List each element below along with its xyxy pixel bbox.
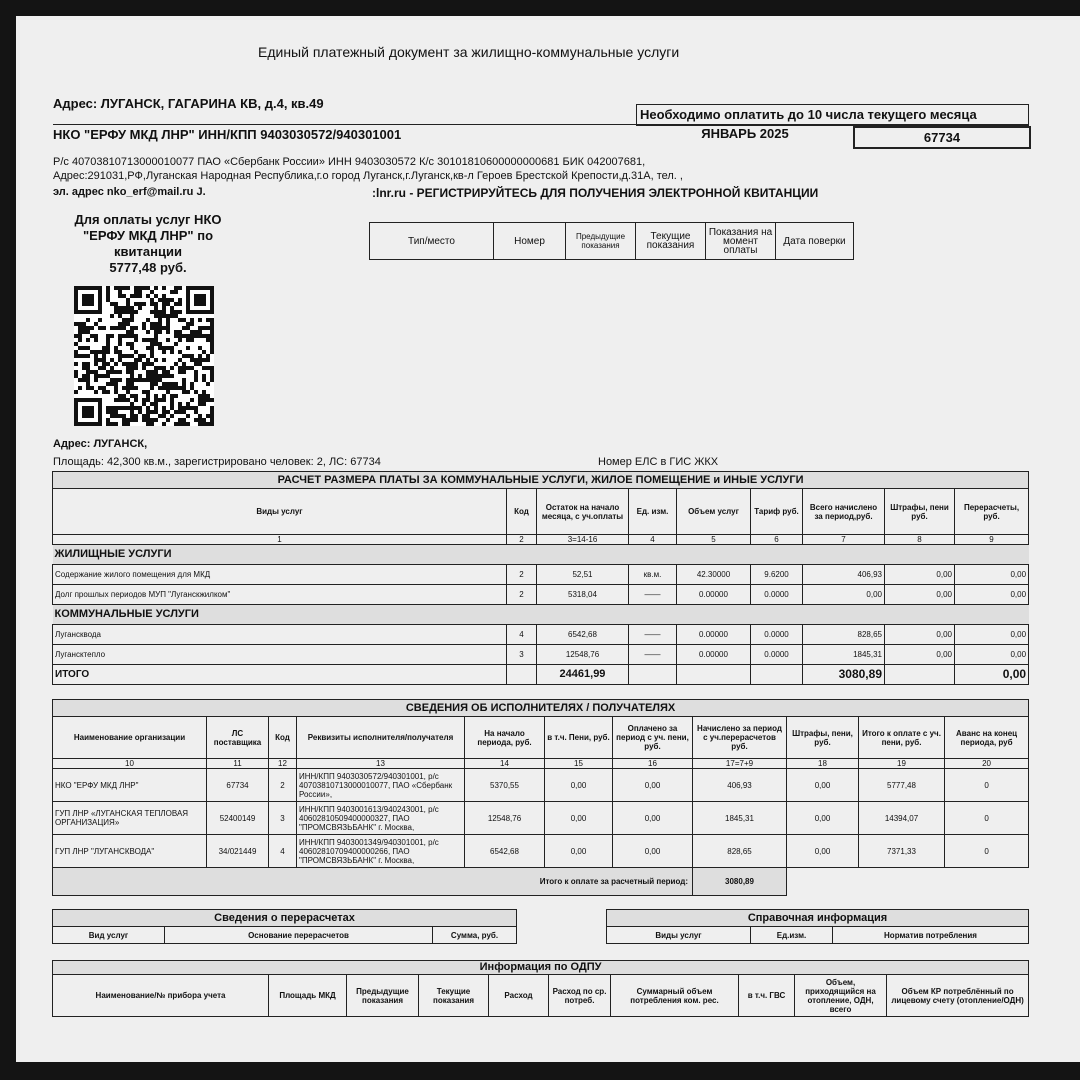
reference-header-cell: Виды услуг — [607, 927, 751, 944]
exec-advance: 0 — [945, 769, 1029, 802]
els-line: Номер ЕЛС в ГИС ЖКХ — [598, 456, 719, 468]
exec-accrued: 828,65 — [693, 835, 787, 868]
total-accrued: 3080,89 — [803, 665, 885, 685]
service-unit: —— — [629, 645, 677, 665]
exec-penalty: 0,00 — [545, 802, 613, 835]
odpu-header-cell: Объем КР потреблённый по лицевому счету (отопление/ОДН) — [887, 975, 1029, 1017]
calc-title: РАСЧЕТ РАЗМЕРА ПЛАТЫ ЗА КОММУНАЛЬНЫЕ УСЛУГИ, ЖИЛОЕ ПОМЕЩЕНИЕ и ИНЫЕ УСЛУГИ — [53, 472, 1029, 489]
register-line: :lnr.ru - РЕГИСТРИРУЙТЕСЬ ДЛЯ ПОЛУЧЕНИЯ ЭЛЕКТРОННОЙ КВИТАНЦИИ — [372, 186, 819, 200]
exec-index-cell: 15 — [545, 759, 613, 769]
exec-header-cell: Аванс на конец периода, руб — [945, 717, 1029, 759]
address-short: Адрес: ЛУГАНСК, — [53, 438, 148, 450]
service-accrued: 406,93 — [803, 565, 885, 585]
service-penalty: 0,00 — [885, 645, 955, 665]
service-unit: —— — [629, 625, 677, 645]
service-unit: —— — [629, 585, 677, 605]
exec-header-cell: Оплачено за период с уч. пени, руб. — [613, 717, 693, 759]
total-recalc: 0,00 — [955, 665, 1029, 685]
reference-table — [606, 909, 1029, 944]
pay-block-line: Для оплаты услуг НКО — [74, 212, 222, 227]
exec-account: 52400149 — [207, 802, 269, 835]
exec-header-cell: в т.ч. Пени, руб. — [545, 717, 613, 759]
table-row — [53, 625, 1029, 645]
service-volume: 0.00000 — [677, 625, 751, 645]
service-name: Содержание жилого помещения для МКД — [53, 565, 507, 585]
calc-header-cell: Перерасчеты, руб. — [955, 489, 1029, 535]
table-row — [53, 585, 1029, 605]
exec-fines: 0,00 — [787, 835, 859, 868]
recalc-header-cell: Сумма, руб. — [433, 927, 517, 944]
reference-header-cell: Ед.изм. — [751, 927, 833, 944]
calc-index-cell: 1 — [53, 535, 507, 545]
service-penalty: 0,00 — [885, 585, 955, 605]
exec-total-value: 3080,89 — [693, 868, 787, 896]
service-volume: 0.00000 — [677, 585, 751, 605]
exec-header-cell: Код — [269, 717, 297, 759]
total-balance: 24461,99 — [537, 665, 629, 685]
service-name: Долг прошлых периодов МУП "Луганскжилком" — [53, 585, 507, 605]
calc-index-cell: 9 — [955, 535, 1029, 545]
period-label: ЯНВАРЬ 2025 — [701, 126, 789, 141]
exec-to-pay: 7371,33 — [859, 835, 945, 868]
odpu-header-cell: Текущие показания — [419, 975, 489, 1017]
odpu-title: Информация по ОДПУ — [53, 961, 1029, 975]
service-volume: 0.00000 — [677, 645, 751, 665]
document-title: Единый платежный документ за жилищно-коммунальные услуги — [258, 44, 680, 60]
exec-index-cell: 16 — [613, 759, 693, 769]
exec-org: ГУП ЛНР "ЛУГАНСКВОДА" — [53, 835, 207, 868]
service-tariff: 0.0000 — [751, 585, 803, 605]
service-recalc: 0,00 — [955, 625, 1029, 645]
pay-block-line: "ЕРФУ МКД ЛНР" по — [82, 228, 214, 243]
exec-account: 34/021449 — [207, 835, 269, 868]
exec-advance: 0 — [945, 802, 1029, 835]
exec-to-pay: 14394,07 — [859, 802, 945, 835]
calc-index-cell: 2 — [507, 535, 537, 545]
exec-code: 2 — [269, 769, 297, 802]
calc-index-cell: 7 — [803, 535, 885, 545]
bank-details: Р/с 40703810713000010077 ПАО «Сбербанк России» ИНН 9403030572 К/с 30101810600000000681 БИК 042007681, — [53, 156, 646, 168]
exec-header-cell: Штрафы, пени, руб. — [787, 717, 859, 759]
exec-paid: 0,00 — [613, 769, 693, 802]
service-code: 2 — [507, 565, 537, 585]
recalc-table — [52, 909, 517, 944]
payment-document — [16, 16, 1080, 1062]
meters-header-cell: Показания на момент оплаты — [706, 223, 776, 260]
odpu-header-cell: Площадь МКД — [269, 975, 347, 1017]
exec-header-cell: ЛС поставщика — [207, 717, 269, 759]
area-line: Площадь: 42,300 кв.м., зарегистрировано человек: 2, ЛС: 67734 — [53, 456, 381, 468]
odpu-header-cell: Предыдущие показания — [347, 975, 419, 1017]
calc-header-cell: Объем услуг — [677, 489, 751, 535]
odpu-header-cell: Расход — [489, 975, 549, 1017]
calc-index-cell: 4 — [629, 535, 677, 545]
exec-header-cell: Наименование организации — [53, 717, 207, 759]
exec-total-label: Итого к оплате за расчетный период: — [53, 868, 693, 896]
odpu-header-cell: Объем, приходящийся на отопление, ОДН, всего — [795, 975, 887, 1017]
recalc-header-cell: Вид услуг — [53, 927, 165, 944]
address-line: Адрес: ЛУГАНСК, ГАГАРИНА КВ, д.4, кв.49 — [53, 96, 324, 111]
calc-header-cell: Виды услуг — [53, 489, 507, 535]
service-accrued: 828,65 — [803, 625, 885, 645]
exec-header-cell: На начало периода, руб. — [465, 717, 545, 759]
calc-total-row — [53, 665, 1029, 685]
service-tariff: 9.6200 — [751, 565, 803, 585]
table-row — [53, 769, 1029, 802]
account-box: 67734 — [853, 126, 1031, 149]
service-penalty: 0,00 — [885, 565, 955, 585]
service-balance: 12548,76 — [537, 645, 629, 665]
reference-title: Справочная информация — [607, 910, 1029, 927]
meters-header-cell: Текущие показания — [636, 223, 706, 260]
service-recalc: 0,00 — [955, 645, 1029, 665]
table-row — [53, 565, 1029, 585]
service-name: Лугансквода — [53, 625, 507, 645]
odpu-header-cell: Расход по ср. потреб. — [549, 975, 611, 1017]
meters-header-cell: Номер — [494, 223, 566, 260]
exec-requisites: ИНН/КПП 9403001613/940243001, р/с 40602810509400000327, ПАО "ПРОМСВЯЗЬБАНК" г. Москва, — [297, 802, 465, 835]
table-row — [53, 802, 1029, 835]
exec-accrued: 406,93 — [693, 769, 787, 802]
pay-block — [53, 212, 243, 276]
exec-header-cell: Реквизиты исполнителя/получателя — [297, 717, 465, 759]
exec-index-cell: 12 — [269, 759, 297, 769]
service-code: 4 — [507, 625, 537, 645]
exec-index-cell: 14 — [465, 759, 545, 769]
table-row — [53, 645, 1029, 665]
service-accrued: 0,00 — [803, 585, 885, 605]
service-name: Лугансктепло — [53, 645, 507, 665]
reference-header-cell: Норматив потребления — [833, 927, 1029, 944]
exec-paid: 0,00 — [613, 835, 693, 868]
calc-table — [52, 471, 1029, 685]
service-volume: 42.30000 — [677, 565, 751, 585]
exec-fines: 0,00 — [787, 769, 859, 802]
exec-code: 4 — [269, 835, 297, 868]
service-balance: 6542,68 — [537, 625, 629, 645]
exec-index-cell: 11 — [207, 759, 269, 769]
exec-code: 3 — [269, 802, 297, 835]
exec-fines: 0,00 — [787, 802, 859, 835]
recalc-header-cell: Основание перерасчетов — [165, 927, 433, 944]
odpu-header-cell: в т.ч. ГВС — [739, 975, 795, 1017]
exec-opening: 5370,55 — [465, 769, 545, 802]
exec-penalty: 0,00 — [545, 835, 613, 868]
executors-title: СВЕДЕНИЯ ОБ ИСПОЛНИТЕЛЯХ / ПОЛУЧАТЕЛЯХ — [53, 700, 1029, 717]
service-balance: 5318,04 — [537, 585, 629, 605]
exec-index-cell: 17=7+9 — [693, 759, 787, 769]
exec-index-cell: 13 — [297, 759, 465, 769]
calc-header-cell: Ед. изм. — [629, 489, 677, 535]
group-housing: ЖИЛИЩНЫЕ УСЛУГИ — [53, 545, 1029, 565]
exec-header-cell: Итого к оплате с уч. пени, руб. — [859, 717, 945, 759]
email-line: эл. адрес nko_erf@mail.ru J. — [53, 186, 206, 198]
calc-index-cell: 3=14-16 — [537, 535, 629, 545]
exec-advance: 0 — [945, 835, 1029, 868]
exec-org: НКО "ЕРФУ МКД ЛНР" — [53, 769, 207, 802]
odpu-table — [52, 960, 1029, 1017]
odpu-header-cell: Суммарный объем потребления ком. рес. — [611, 975, 739, 1017]
qr-code-icon — [74, 286, 214, 426]
table-row — [53, 835, 1029, 868]
recalc-title: Сведения о перерасчетах — [53, 910, 517, 927]
exec-org: ГУП ЛНР «ЛУГАНСКАЯ ТЕПЛОВАЯ ОРГАНИЗАЦИЯ» — [53, 802, 207, 835]
service-penalty: 0,00 — [885, 625, 955, 645]
exec-accrued: 1845,31 — [693, 802, 787, 835]
calc-header-cell: Код — [507, 489, 537, 535]
service-recalc: 0,00 — [955, 565, 1029, 585]
org-address: Адрес:291031,РФ,Луганская Народная Республика,г.о город Луганск,г.Луганск,кв-л Героев Брестской Крепости,д.31А, тел. , — [53, 170, 683, 182]
service-accrued: 1845,31 — [803, 645, 885, 665]
meters-header-cell: Тип/место — [370, 223, 494, 260]
exec-opening: 12548,76 — [465, 802, 545, 835]
exec-total-row — [53, 868, 1029, 896]
meters-header-row — [370, 223, 854, 260]
pay-due-box: Необходимо оплатить до 10 числа текущего месяца — [636, 104, 1029, 126]
odpu-header-cell: Наименование/№ прибора учета — [53, 975, 269, 1017]
total-label: ИТОГО — [53, 665, 507, 685]
meters-header-cell: Дата поверки — [776, 223, 854, 260]
calc-header-cell: Всего начислено за период,руб. — [803, 489, 885, 535]
executors-table — [52, 699, 1029, 896]
exec-index-cell: 18 — [787, 759, 859, 769]
service-tariff: 0.0000 — [751, 645, 803, 665]
calc-header-cell: Остаток на начало месяца, с уч.оплаты — [537, 489, 629, 535]
calc-index-cell: 8 — [885, 535, 955, 545]
calc-index-cell: 6 — [751, 535, 803, 545]
exec-paid: 0,00 — [613, 802, 693, 835]
meters-table — [369, 222, 854, 260]
service-code: 3 — [507, 645, 537, 665]
org-line: НКО "ЕРФУ МКД ЛНР" ИНН/КПП 9403030572/940301001 — [53, 127, 402, 142]
exec-index-cell: 20 — [945, 759, 1029, 769]
exec-index-cell: 10 — [53, 759, 207, 769]
exec-penalty: 0,00 — [545, 769, 613, 802]
calc-index-cell: 5 — [677, 535, 751, 545]
service-tariff: 0.0000 — [751, 625, 803, 645]
exec-index-cell: 19 — [859, 759, 945, 769]
calc-header-cell: Тариф руб. — [751, 489, 803, 535]
service-unit: кв.м. — [629, 565, 677, 585]
pay-block-amount: 5777,48 руб. — [109, 260, 187, 275]
service-recalc: 0,00 — [955, 585, 1029, 605]
pay-block-line: квитанции — [114, 244, 182, 259]
calc-header-cell: Штрафы, пени руб. — [885, 489, 955, 535]
group-utilities: КОММУНАЛЬНЫЕ УСЛУГИ — [53, 605, 1029, 625]
exec-requisites: ИНН/КПП 9403001349/940301001, р/с 40602810709400000266, ПАО "ПРОМСВЯЗЬБАНК" г. Москва, — [297, 835, 465, 868]
exec-requisites: ИНН/КПП 9403030572/940301001, р/с 40703810713000010077, ПАО «Сбербанк России», — [297, 769, 465, 802]
meters-header-cell: Предыдущие показания — [566, 223, 636, 260]
exec-account: 67734 — [207, 769, 269, 802]
exec-header-cell: Начислено за период с уч.перерасчетов руб. — [693, 717, 787, 759]
exec-opening: 6542,68 — [465, 835, 545, 868]
service-balance: 52,51 — [537, 565, 629, 585]
service-code: 2 — [507, 585, 537, 605]
exec-to-pay: 5777,48 — [859, 769, 945, 802]
